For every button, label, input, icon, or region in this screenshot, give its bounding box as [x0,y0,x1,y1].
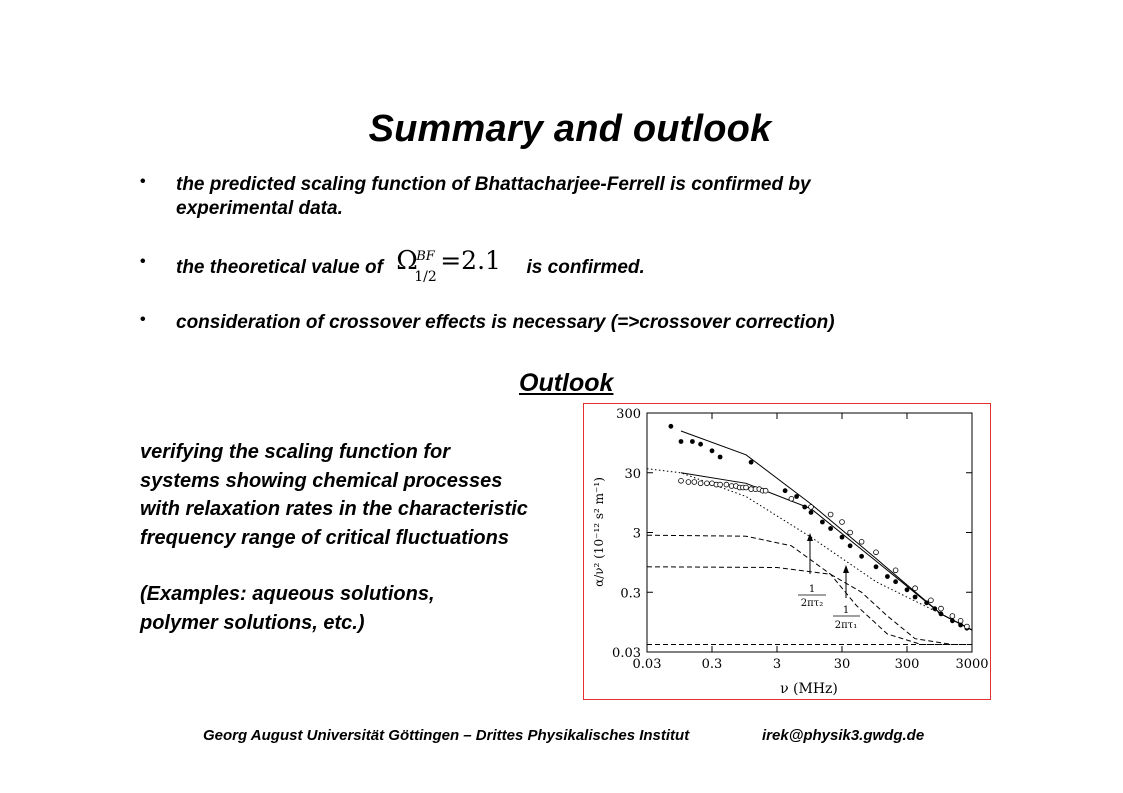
data-point-open [718,482,723,487]
bullet-text-line: the predicted scaling function of Bhattacharjee-Ferrell is confirmed by [176,174,811,195]
data-point-open [840,520,845,525]
data-point-filled [905,587,910,592]
bullet-text: is confirmed. [526,257,645,279]
examples-line: polymer solutions, etc.) [140,611,365,634]
absorption-chart [584,404,989,698]
bullet-text: the theoretical value of [176,257,383,279]
x-tick-label: 3000 [955,657,989,672]
data-point-filled [848,543,853,548]
data-point-filled [932,606,937,611]
data-point-open [698,481,703,486]
outlook-line: verifying the scaling function for [140,441,451,463]
data-point-filled [679,439,684,444]
y-tick-label: 0.3 [620,586,641,602]
x-axis-label: ν (MHz) [780,681,838,697]
tau1-label: 2πτ₁ [834,620,858,631]
svg-text:1: 1 [808,584,816,595]
x-tick-label: 3 [772,657,782,672]
slide-title: Summary and outlook [368,108,772,150]
data-point-filled [950,618,955,623]
data-point-filled [840,535,845,540]
data-point-open [965,624,970,629]
data-point-filled [809,510,814,515]
data-point-filled [783,488,788,493]
data-point-open [724,482,729,487]
formula-symbol: Ω [396,246,418,276]
data-point-open [859,539,864,544]
bullet-marker: • [140,173,146,190]
data-point-filled [828,526,833,531]
examples-line: (Examples: aqueous solutions, [140,583,435,605]
data-point-filled [885,574,890,579]
x-tick-label: 0.3 [701,657,723,672]
data-point-open [893,568,898,573]
bullet-text: consideration of crossover effects is necessary (=>crossover correction) [176,312,835,333]
y-tick-label: 30 [624,466,641,482]
footer-institution: Georg August Universität Göttingen – Drittes Physikalisches Institut [203,727,690,744]
outlook-line: with relaxation rates in the characteristic [140,498,528,520]
tau2-label: 2πτ₂ [800,598,824,609]
data-point-filled [913,595,918,600]
outlook-description [140,438,528,637]
data-point-filled [718,455,723,460]
data-point-filled [893,579,898,584]
omega-formula [392,246,517,285]
data-point-open [679,478,684,483]
chart-frame [583,403,991,700]
svg-text:1: 1 [842,605,850,616]
data-point-filled [820,520,825,525]
data-point-open [789,496,794,501]
bullet-marker: • [140,253,146,270]
outlook-line: systems showing chemical processes [140,469,503,492]
data-point-open [913,586,918,591]
outlook-heading: Outlook [519,369,614,397]
data-point-open [828,512,833,517]
data-point-open [809,505,814,510]
data-point-open [692,480,697,485]
data-point-open [950,614,955,619]
data-point-open [763,488,768,493]
data-point-filled [698,442,703,447]
formula-subscript: 1/2 [414,269,437,285]
data-point-open [958,618,963,623]
x-tick-label: 30 [833,657,851,672]
data-point-open [705,481,710,486]
data-point-filled [794,494,799,499]
formula-value: =2.1 [440,246,501,275]
tau1-annotation [833,565,860,631]
fit-curve-solid [681,473,972,630]
bullet-marker: • [140,311,146,328]
data-point-filled [939,612,944,617]
data-point-open [686,480,691,485]
footer-email: irek@physik3.gwdg.de [762,727,925,744]
formula-superscript: BF [416,249,435,264]
x-tick-label: 0.03 [632,657,662,672]
y-axis-label: α/ν² (10⁻¹² s² m⁻¹) [592,477,606,587]
y-tick-label: 300 [616,407,641,422]
data-point-filled [710,448,715,453]
data-point-filled [749,460,754,465]
data-point-filled [859,554,864,559]
data-point-filled [669,424,674,429]
data-point-open [939,606,944,611]
y-tick-label: 0.03 [612,646,641,661]
y-tick-label: 3 [632,526,641,542]
data-point-open [874,550,879,555]
data-point-filled [690,439,695,444]
data-point-filled [874,564,879,569]
data-point-open [929,598,934,603]
data-point-open [744,485,749,490]
bullet-text-line: experimental data. [176,198,343,219]
x-tick-label: 300 [894,657,920,672]
data-point-open [848,530,853,535]
data-point-filled [802,505,807,510]
outlook-line: frequency range of critical fluctuations [140,526,509,549]
plot-area [647,413,972,652]
